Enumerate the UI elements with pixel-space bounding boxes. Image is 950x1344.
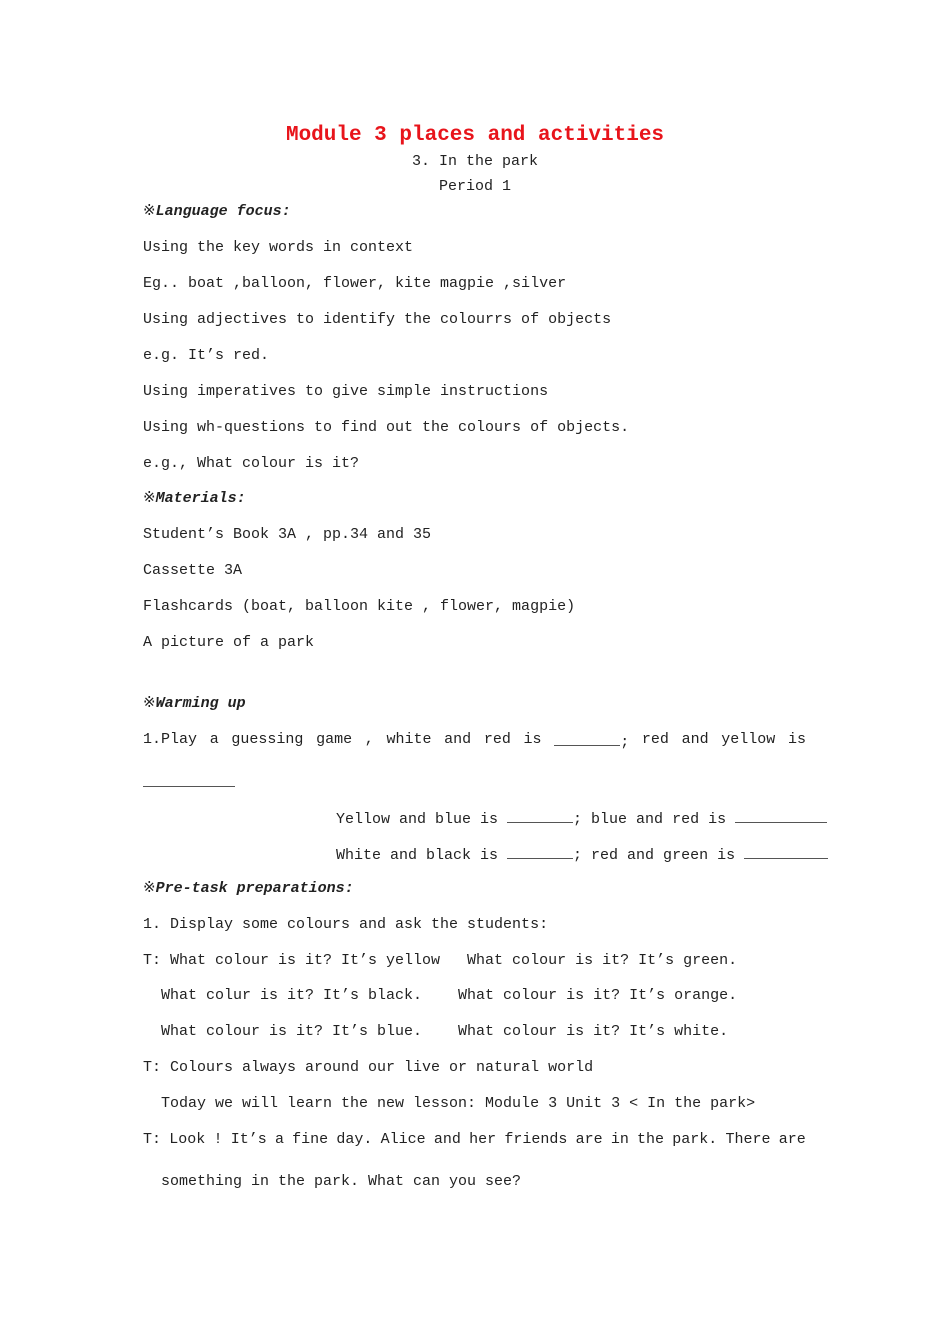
section-heading-pre-task [143,880,354,898]
word: and [681,731,709,748]
word: and [433,1131,461,1148]
justified-text-line [143,1131,806,1149]
answer-blank[interactable] [507,808,573,823]
reference-mark-icon: ※ [143,203,156,220]
word: a [274,1131,284,1148]
page-title: Module 3 places and activities [285,124,665,147]
text-line: 1. Display some colours and ask the students: [143,916,549,933]
heading-text: Pre-task preparations: [155,880,354,897]
word: game [316,731,353,748]
heading-text: Materials: [155,490,246,507]
period-label: Period 1 [438,178,511,195]
word: It’s [230,1131,267,1148]
text-line: Student’s Book 3A , pp.34 and 35 [143,526,432,543]
word: a [209,731,219,748]
guessing-game-line: Yellow and blue is ; blue and red is [336,808,827,829]
text-line: something in the park. What can you see? [143,1173,522,1190]
section-heading-language-focus [143,203,291,221]
text-line: e.g., What colour is it? [143,455,360,472]
word: the [637,1131,665,1148]
text-line: Using imperatives to give simple instructions [143,383,549,400]
heading-text: Language focus: [155,203,291,220]
word: fine [292,1131,329,1148]
text-line: T: What colour is it? It’s yellow What colour is it? It’s green. [143,952,738,969]
guessing-game-line: White and black is ; red and green is [336,844,828,865]
word: are [575,1131,603,1148]
text-line: A picture of a park [143,634,315,651]
word: are [778,1131,806,1148]
word: her [469,1131,497,1148]
word: is [787,731,806,748]
answer-blank[interactable] [554,731,620,746]
answer-blank[interactable] [507,844,573,859]
answer-blank[interactable] [143,772,235,787]
text-line: T: Colours always around our live or natural world [143,1059,594,1076]
word: guessing [231,731,304,748]
answer-blank[interactable] [735,808,827,823]
word: yellow [721,731,776,748]
word: Alice [380,1131,426,1148]
reference-mark-icon: ※ [143,695,156,712]
word: friends [504,1131,568,1148]
text-line: Eg.. boat ,balloon, flower, kite magpie ,silver [143,275,567,292]
word: T: [143,1131,162,1148]
unit-title: 3. In the park [411,153,539,170]
word: , [364,731,374,748]
word: There [725,1131,771,1148]
reference-mark-icon: ※ [143,490,156,507]
word: and [444,731,472,748]
text-line: What colur is it? It’s black. What colour is it? It’s orange. [143,987,738,1004]
word: white [386,731,432,748]
section-heading-warming-up [143,695,246,713]
text-line: e.g. It’s red. [143,347,270,364]
text-line: Flashcards (boat, balloon kite , flower, magpie) [143,598,576,615]
text-line: Today we will learn the new lesson: Module 3 Unit 3 < In the park> [143,1095,756,1112]
answer-blank-wrap [143,772,235,793]
word: is [523,731,542,748]
text-line: What colour is it? It’s blue. What colour is it? It’s white. [143,1023,729,1040]
text-line: Cassette 3A [143,562,243,579]
word: red [483,731,511,748]
word: red [641,731,669,748]
guessing-game-line [143,731,806,752]
text-line: Using adjectives to identify the colourrs of objects [143,311,612,328]
blank-with-semicolon: ; [554,731,629,752]
reference-mark-icon: ※ [143,880,156,897]
text-line: Using wh-questions to find out the colours of objects. [143,419,630,436]
word: ! [213,1131,223,1148]
answer-blank[interactable] [744,844,828,859]
word: park. [672,1131,718,1148]
text-line: Using the key words in context [143,239,414,256]
section-heading-materials [143,490,246,508]
word: Look [169,1131,206,1148]
heading-text: Warming up [155,695,246,712]
word: day. [336,1131,373,1148]
word: 1.Play [143,731,198,748]
word: in [610,1131,629,1148]
